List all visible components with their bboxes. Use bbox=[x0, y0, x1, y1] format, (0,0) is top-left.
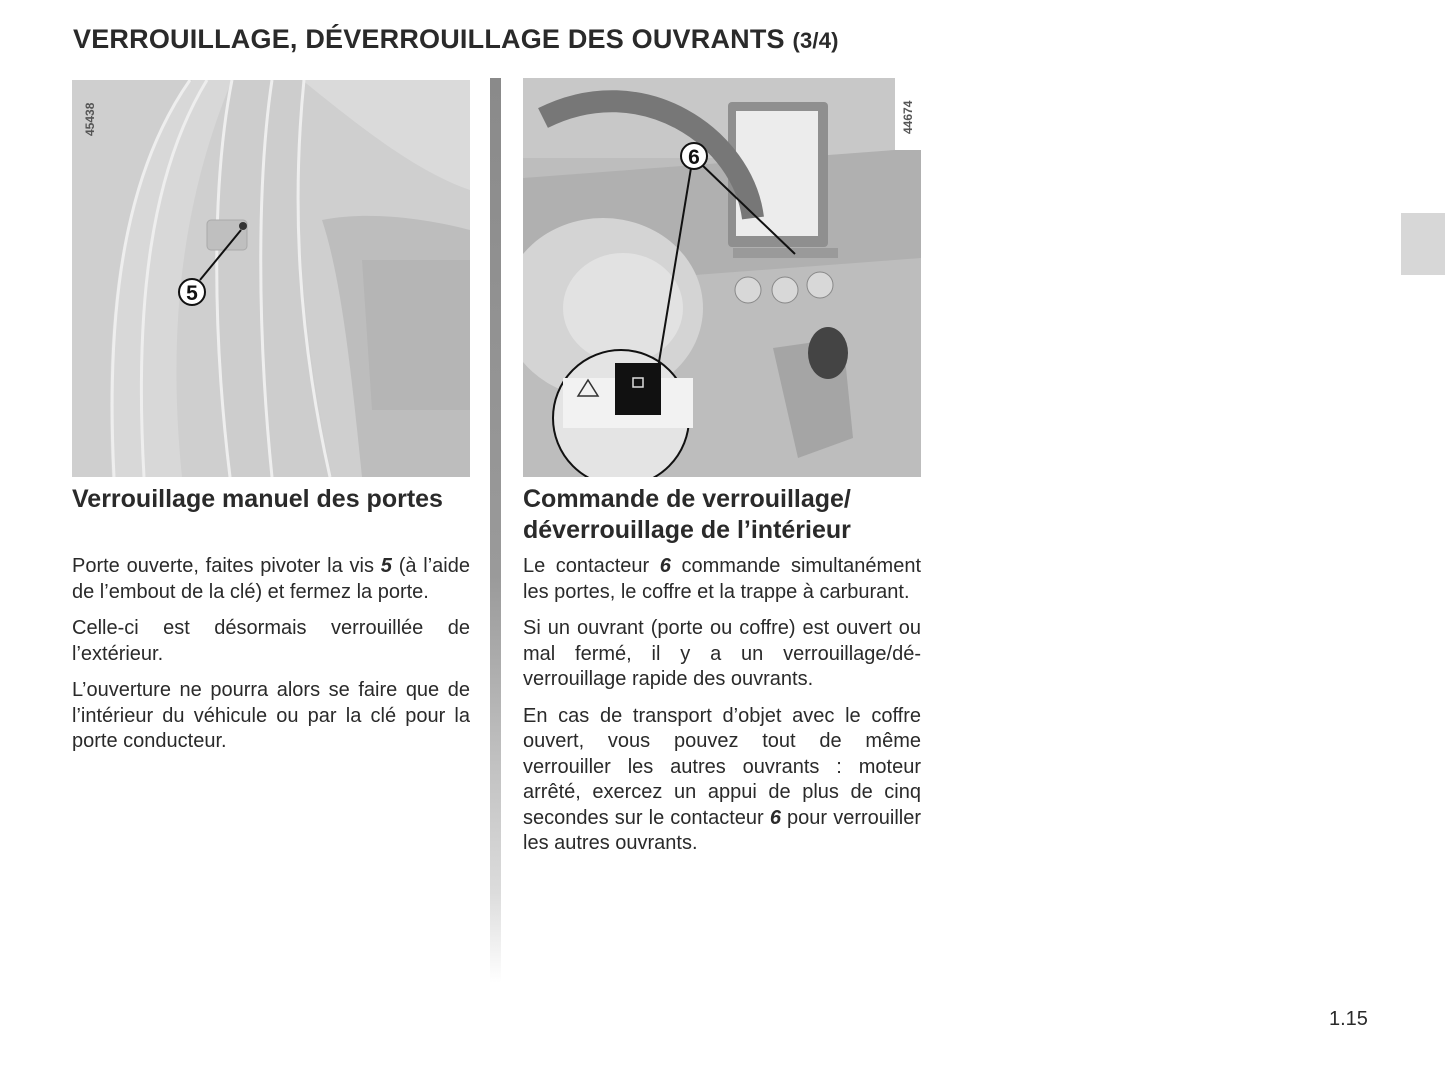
paragraph bbox=[72, 678, 470, 755]
figure-ref: 44674 bbox=[901, 100, 915, 134]
right-body bbox=[523, 554, 921, 868]
door-lock-illustration bbox=[72, 80, 470, 477]
section-heading-interior-lock: Commande de verrouillage/ déverrouillage de l’intérieur bbox=[523, 485, 851, 544]
page-number: 1.15 bbox=[1329, 1008, 1368, 1030]
title-text: VERROUILLAGE, DÉVERROUILLAGE DES OUVRANTS bbox=[73, 24, 785, 54]
chapter-tab bbox=[1401, 213, 1445, 275]
callout-6: 6 bbox=[688, 146, 700, 169]
text: Le contacteur bbox=[523, 555, 660, 577]
ref-number: 6 bbox=[659, 555, 671, 577]
section-heading-manual-lock: Verrouillage manuel des portes bbox=[72, 485, 443, 513]
figure-ref: 45438 bbox=[83, 102, 97, 136]
paragraph bbox=[523, 616, 921, 693]
ref-number: 6 bbox=[769, 806, 781, 829]
left-body bbox=[72, 554, 470, 766]
page-title bbox=[73, 24, 839, 55]
text: pour verrouiller les autres ouvrants. bbox=[523, 806, 921, 854]
text: Celle-ci est désormais verrouillée de l’extérieur. bbox=[72, 617, 470, 665]
text: Si un ouvrant (porte ou coffre) est ouvert ou mal fermé, il y a un verrouillage/déverrouillage rapide des ouvrants. bbox=[523, 617, 921, 690]
paragraph bbox=[72, 616, 470, 667]
dashboard-lock-switch-illustration bbox=[523, 78, 921, 477]
text: Porte ouverte, faites pivoter la vis bbox=[72, 555, 381, 577]
text: En cas de transport d’objet avec le coffre ouvert, vous pouvez tout de même verrouiller les autres ouvrants : moteur arrêté, exercez un appui de plus de cinq secondes sur le contacteur bbox=[523, 704, 921, 829]
ref-number: 5 bbox=[380, 555, 392, 577]
title-part: (3/4) bbox=[792, 28, 839, 53]
text: (à l’aide de l’embout de la clé) et fermez la porte. bbox=[72, 555, 470, 603]
column-divider bbox=[490, 78, 501, 983]
callout-5: 5 bbox=[186, 282, 198, 305]
text: L’ouverture ne pourra alors se faire que de l’intérieur du véhicule ou par la clé pour la porte conducteur. bbox=[72, 679, 470, 752]
paragraph bbox=[523, 554, 921, 605]
paragraph bbox=[72, 554, 470, 605]
text: commande simultanément les portes, le coffre et la trappe à carburant. bbox=[523, 555, 922, 603]
paragraph bbox=[523, 704, 921, 857]
